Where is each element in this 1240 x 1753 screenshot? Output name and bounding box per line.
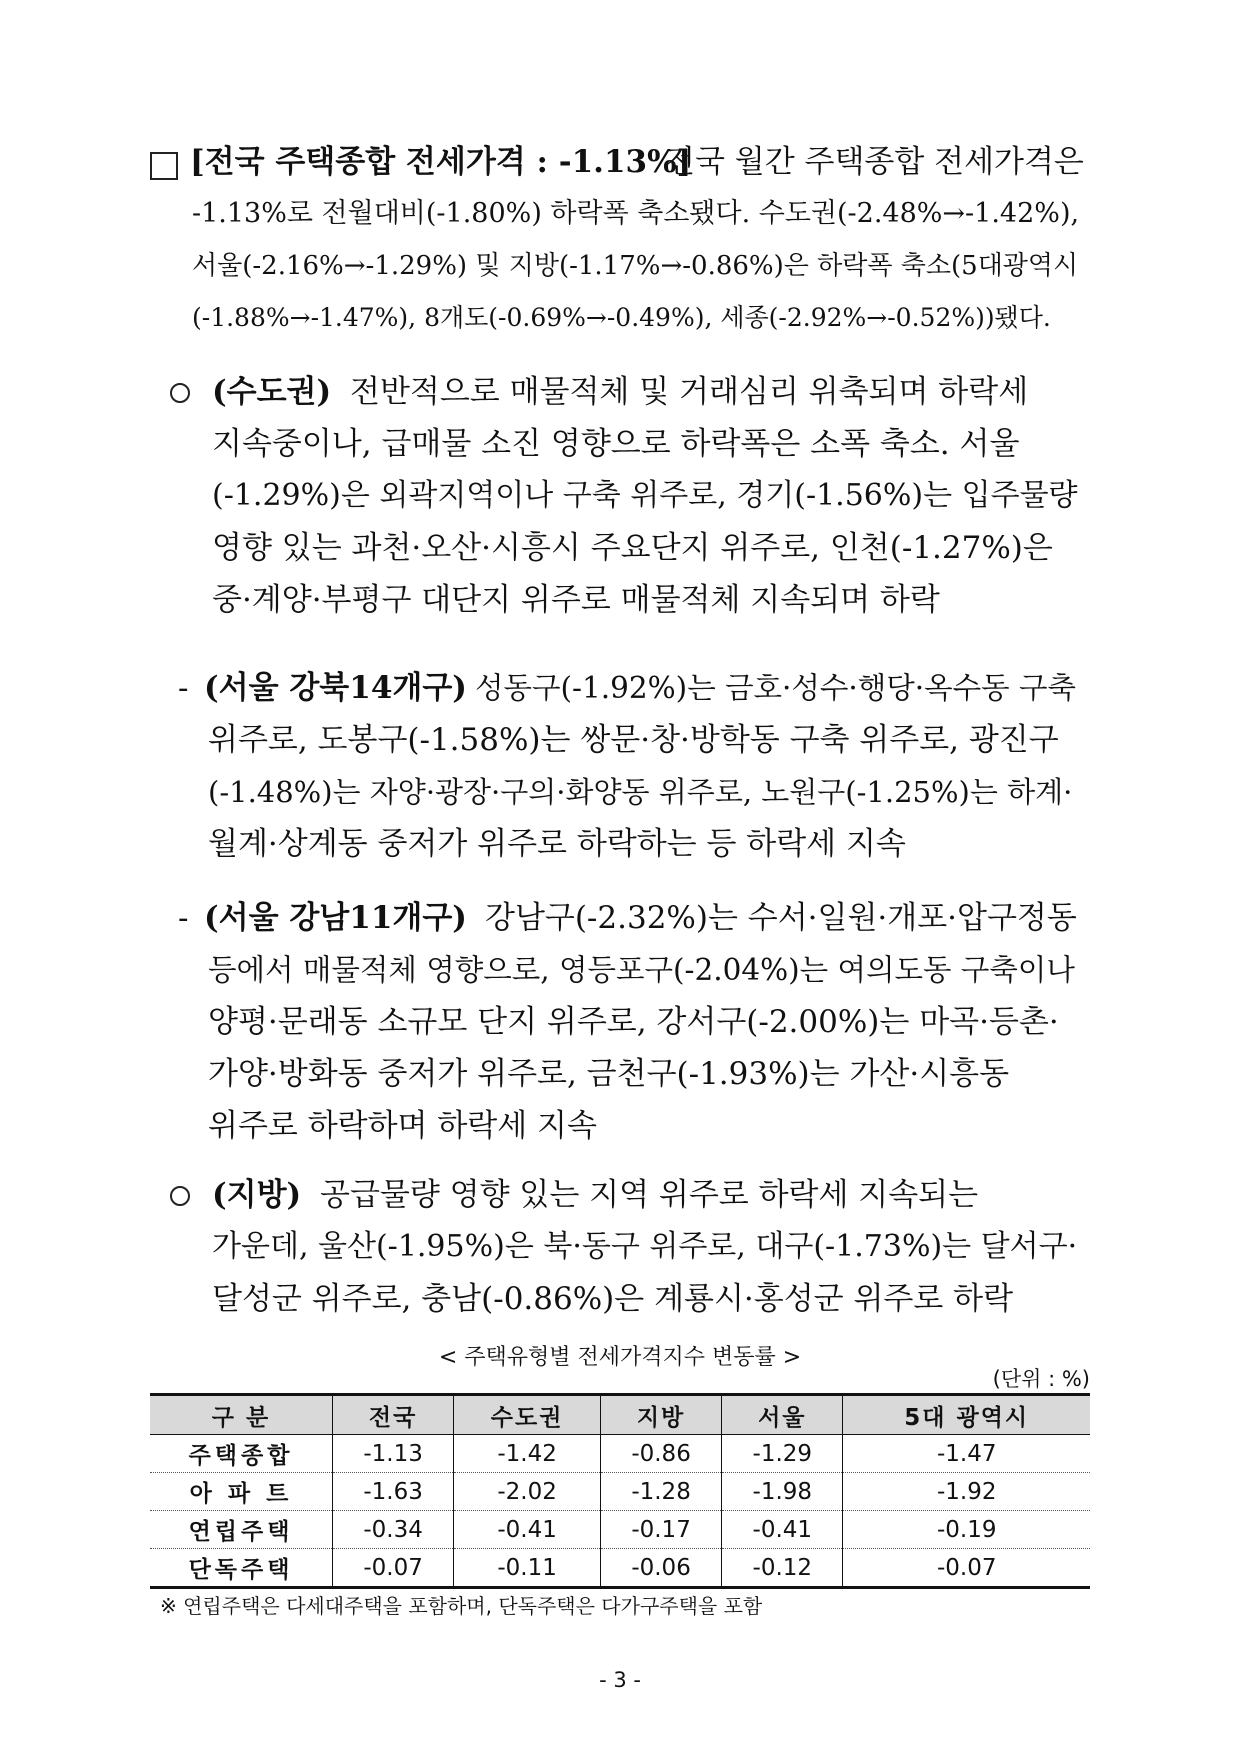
- table-cell: -1.29: [722, 1435, 843, 1473]
- metro-label: (수도권): [212, 374, 332, 410]
- jeonse-change-table: [150, 1393, 1090, 1589]
- table-cell: -1.98: [722, 1473, 843, 1511]
- table-footnote: ※ 연립주택은 다세대주택을 포함하며, 단독주택은 다가구주택을 포함: [160, 1594, 763, 1618]
- local-line: 달성군 위주로, 충남(-0.86%)은 계룡시·홍성군 위주로 하락: [212, 1281, 1014, 1317]
- table-cell: -0.41: [722, 1511, 843, 1549]
- metro-line: 지속중이나, 급매물 소진 영향으로 하락폭은 소폭 축소. 서울: [212, 426, 1020, 462]
- summary-heading: [전국 주택종합 전세가격 : -1.13%]: [190, 144, 692, 180]
- table-cell: -1.92: [843, 1473, 1090, 1511]
- table-cell: -1.42: [454, 1435, 601, 1473]
- checkbox-square-icon: [150, 152, 178, 180]
- summary-line: -1.13%로 전월대비(-1.80%) 하락폭 축소됐다. 수도권(-2.48%→-1.42%),: [192, 198, 1080, 229]
- local-line: 공급물량 영향 있는 지역 위주로 하락세 지속되는: [320, 1177, 979, 1213]
- summary-line: 전국 월간 주택종합 전세가격은: [665, 144, 1084, 180]
- gangbuk-line: 성동구(-1.92%)는 금호·성수·행당·옥수동 구축: [475, 671, 1077, 705]
- header-cell: 서울: [722, 1395, 843, 1435]
- metro-line: 중·계양·부평구 대단지 위주로 매물적체 지속되며 하락: [212, 582, 940, 618]
- header-cell: 전국: [333, 1395, 454, 1435]
- metro-line: (-1.29%)은 외곽지역이나 구축 위주로, 경기(-1.56%)는 입주물량: [212, 478, 1078, 513]
- header-cell: 수도권: [454, 1395, 601, 1435]
- gangnam-line: 위주로 하락하며 하락세 지속: [208, 1108, 597, 1144]
- circle-bullet-icon: [170, 383, 190, 403]
- row-label: 연립주택: [150, 1511, 333, 1549]
- local-label: (지방): [212, 1177, 302, 1213]
- table-row: [150, 1511, 1090, 1549]
- gangnam-label: (서울 강남11개구): [204, 900, 467, 936]
- table-cell: -0.07: [843, 1549, 1090, 1588]
- gangnam-line: 가양·방화동 중저가 위주로, 금천구(-1.93%)는 가산·시흥동: [208, 1056, 1010, 1092]
- row-label: 주택종합: [150, 1435, 333, 1473]
- local-line: 가운데, 울산(-1.95%)은 북·동구 위주로, 대구(-1.73%)는 달서구·: [212, 1229, 1078, 1264]
- summary-line: 서울(-2.16%→-1.29%) 및 지방(-1.17%→-0.86%)은 하락폭 축소(5대광역시: [192, 251, 1079, 281]
- header-cell: 지방: [600, 1395, 721, 1435]
- metro-line: 전반적으로 매물적체 및 거래심리 위축되며 하락세: [350, 374, 1029, 410]
- table-header-row: [150, 1395, 1090, 1435]
- table-cell: -1.13: [333, 1435, 454, 1473]
- row-label: 단독주택: [150, 1549, 333, 1588]
- gangnam-line: 양평·문래동 소규모 단지 위주로, 강서구(-2.00%)는 마곡·등촌·: [208, 1004, 1059, 1040]
- table-caption: < 주택유형별 전세가격지수 변동률 >: [438, 1345, 802, 1370]
- header-cell: 5대 광역시: [843, 1395, 1090, 1435]
- gangbuk-line: 위주로, 도봉구(-1.58%)는 쌍문·창·방학동 구축 위주로, 광진구: [208, 722, 1059, 758]
- table-row: [150, 1435, 1090, 1473]
- table-row: [150, 1549, 1090, 1588]
- table-cell: -0.07: [333, 1549, 454, 1588]
- metro-line: 영향 있는 과천·오산·시흥시 주요단지 위주로, 인천(-1.27%)은: [212, 530, 1053, 566]
- dash-bullet: -: [178, 670, 189, 706]
- table-cell: -0.86: [600, 1435, 721, 1473]
- table-cell: -1.47: [843, 1435, 1090, 1473]
- table-cell: -0.06: [600, 1549, 721, 1588]
- table-cell: -0.12: [722, 1549, 843, 1588]
- table-cell: -1.28: [600, 1473, 721, 1511]
- table-unit: (단위 : %): [992, 1367, 1090, 1391]
- gangbuk-line: (-1.48%)는 자양·광장·구의·화양동 위주로, 노원구(-1.25%)는 하계·: [208, 775, 1073, 809]
- row-label: 아 파 트: [150, 1473, 333, 1511]
- table-row: [150, 1473, 1090, 1511]
- table-cell: -2.02: [454, 1473, 601, 1511]
- table-cell: -0.41: [454, 1511, 601, 1549]
- gangbuk-line: 월계·상계동 중저가 위주로 하락하는 등 하락세 지속: [208, 826, 906, 862]
- circle-bullet-icon: [170, 1186, 190, 1206]
- table-cell: -0.11: [454, 1549, 601, 1588]
- table-cell: -0.19: [843, 1511, 1090, 1549]
- table-cell: -0.17: [600, 1511, 721, 1549]
- page-number: - 3 -: [599, 1668, 641, 1692]
- summary-line: (-1.88%→-1.47%), 8개도(-0.69%→-0.49%), 세종(-2.92%→-0.52%))됐다.: [192, 303, 1051, 332]
- header-cell: 구 분: [150, 1395, 333, 1435]
- table-cell: -1.63: [333, 1473, 454, 1511]
- gangbuk-label: (서울 강북14개구): [204, 670, 467, 706]
- gangnam-line: 등에서 매물적체 영향으로, 영등포구(-2.04%)는 여의도동 구축이나: [208, 953, 1075, 987]
- dash-bullet: -: [178, 900, 189, 936]
- gangnam-line: 강남구(-2.32%)는 수서·일원·개포·압구정동: [485, 900, 1077, 936]
- table-cell: -0.34: [333, 1511, 454, 1549]
